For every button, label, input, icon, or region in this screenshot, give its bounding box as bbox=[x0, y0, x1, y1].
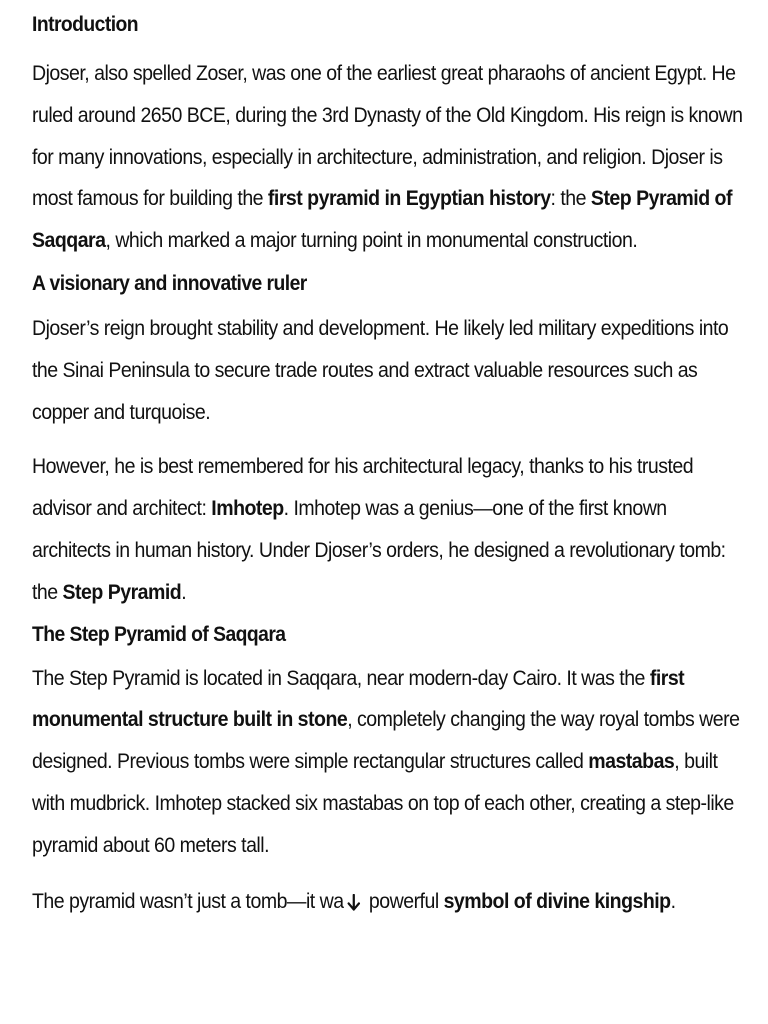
bold-term: first monumental structure built in stone bbox=[32, 666, 685, 732]
text-fragment: , completely changing the way royal tombs were designed. Previous tombs were simple rectangular structures called bbox=[32, 708, 740, 774]
text-fragment: : the bbox=[550, 187, 591, 211]
bold-term: symbol of divine kingship bbox=[443, 889, 671, 913]
bold-term: Step Pyramid of Saqqara bbox=[32, 187, 732, 253]
text-fragment: The pyramid wasn’t just a tomb—it wa bbox=[32, 889, 344, 913]
text-fragment: , built with mudbrick. Imhotep stacked six mastabas on top of each other, creating a step-like pyramid about 60 meters tall. bbox=[32, 750, 734, 857]
paragraph-imhotep bbox=[32, 446, 748, 613]
heading-step-pyramid: The Step Pyramid of Saqqara bbox=[32, 622, 286, 646]
paragraph-divine-kingship bbox=[32, 881, 748, 923]
text-fragment: However, he is best remembered for his architectural legacy, thanks to his trusted advisor and architect: bbox=[32, 455, 694, 521]
heading-introduction: Introduction bbox=[32, 13, 139, 36]
text-fragment: Djoser’s reign brought stability and development. He likely led military expeditions into the Sinai Peninsula to secure trade routes and extract valuable resources such as copper and turquoise. bbox=[32, 316, 729, 424]
text-fragment: . bbox=[181, 580, 187, 604]
scroll-down-button[interactable] bbox=[344, 882, 364, 924]
text-fragment: . bbox=[670, 889, 676, 913]
bold-term: Step Pyramid bbox=[62, 580, 182, 604]
bold-term: first pyramid in Egyptian history bbox=[267, 187, 551, 211]
text-fragment: Djoser, also spelled Zoser, was one of the earliest great pharaohs of ancient Egypt. He ruled around 2650 BCE, during the 3rd Dynasty of the Old Kingdom. His reign is known for many innovations, especially in architecture, administration, and religion. Djoser is most famous for building the bbox=[32, 62, 743, 211]
paragraph-reign bbox=[32, 308, 748, 433]
bold-term: mastabas bbox=[588, 750, 675, 774]
bold-term: Imhotep bbox=[211, 497, 284, 521]
text-fragment: powerful bbox=[364, 889, 444, 913]
arrow-down-icon bbox=[347, 894, 360, 912]
text-fragment: . Imhotep was a genius—one of the first known architects in human history. Under Djoser’s orders, he designed a revolutionary tomb: the bbox=[32, 497, 726, 604]
text-fragment: The Step Pyramid is located in Saqqara, near modern-day Cairo. It was the bbox=[32, 666, 650, 690]
paragraph-step-pyramid-location bbox=[32, 658, 748, 867]
text-fragment: , which marked a major turning point in monumental construction. bbox=[105, 229, 638, 253]
heading-visionary-ruler: A visionary and innovative ruler bbox=[32, 271, 307, 295]
paragraph-introduction bbox=[32, 53, 748, 262]
article bbox=[32, 8, 744, 922]
